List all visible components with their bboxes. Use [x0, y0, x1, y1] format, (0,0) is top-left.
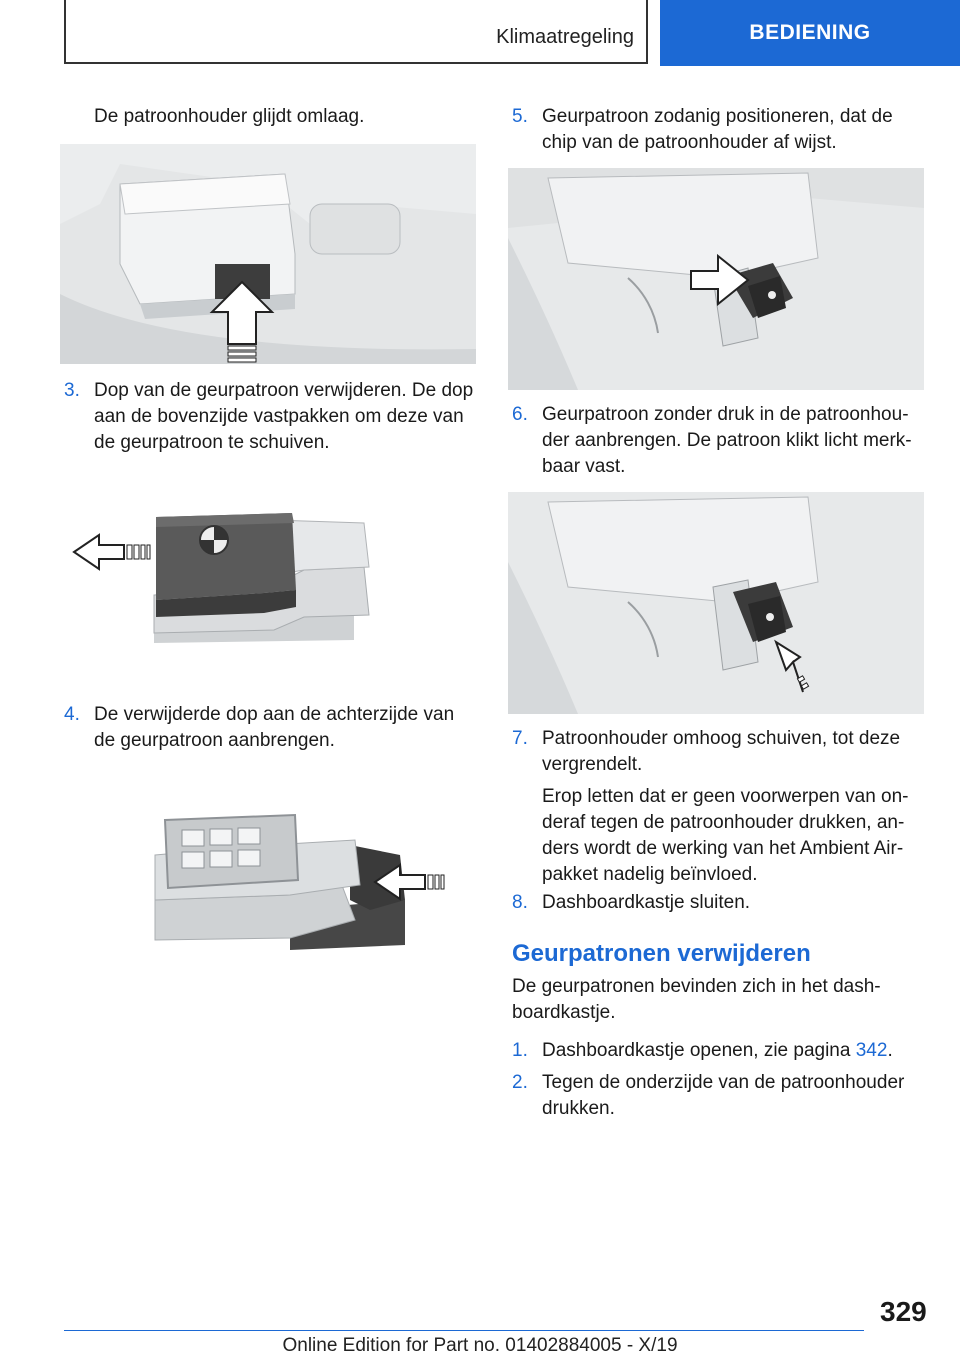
step-7-note: Erop letten dat er geen voorwerpen van on-deraf tegen de patroonhouder drukken, an-ders wordt de werking van het Ambient Air-pakket nadelig beïnvloed. — [542, 786, 909, 885]
step-number: 7. — [512, 728, 528, 749]
step-text: Dop van de geurpatroon verwijderen. De dop aan de bovenzijde vastpakken om deze van de geurpatroon te schuiven. — [94, 380, 474, 453]
removal-step-1 — [512, 1038, 932, 1068]
illustration-position-cartridge — [508, 168, 924, 390]
step-3 — [64, 378, 484, 468]
step-5 — [512, 104, 932, 160]
step-text — [542, 1038, 927, 1064]
step-text: De verwijderde dop aan de achterzijde van de geurpatroon aanbrengen. — [94, 704, 455, 751]
step-6 — [512, 402, 932, 486]
illustration-attach-cap — [140, 800, 460, 960]
step-text-after: . — [887, 1040, 893, 1061]
section-intro: De geurpatronen bevinden zich in het dash-boardkastje. — [512, 976, 881, 1023]
page-number: 329 — [880, 1296, 927, 1327]
section-title: Geurpatronen verwijderen — [512, 940, 811, 967]
step-text-before: Dashboardkastje openen, zie pagina — [542, 1040, 856, 1061]
step-8 — [512, 890, 932, 920]
footer-edition: Online Edition for Part no. 01402884005 - X/19 — [282, 1335, 678, 1356]
step-number: 5. — [512, 106, 528, 127]
step-text: Tegen de onderzijde van de patroonhouder drukken. — [542, 1072, 905, 1119]
step-number: 1. — [512, 1040, 528, 1061]
step-number: 8. — [512, 892, 528, 913]
header-section-title: Klimaatregeling — [496, 26, 634, 48]
step-text: Geurpatroon zonder druk in de patroonhou-der aanbrengen. De patroon klikt licht merk-baar vast. — [542, 404, 912, 477]
step-text: Geurpatroon zodanig positioneren, dat de chip van de patroonhouder af wijst. — [542, 106, 893, 153]
illustration-remove-cap — [64, 495, 384, 655]
step-number: 2. — [512, 1072, 528, 1093]
step-number: 3. — [64, 380, 80, 401]
illustration-holder-lowered — [60, 144, 476, 364]
page-link[interactable]: 342 — [855, 1040, 888, 1061]
step-number: 4. — [64, 704, 80, 725]
footer-divider — [64, 1330, 864, 1331]
step-7 — [512, 726, 932, 782]
intro-text: De patroonhouder glijdt omlaag. — [94, 106, 365, 127]
removal-step-2 — [512, 1070, 932, 1126]
header-chapter-tab[interactable]: BEDIENING — [660, 0, 960, 66]
illustration-insert-cartridge — [508, 492, 924, 714]
step-text: Dashboardkastje sluiten. — [542, 892, 751, 913]
step-4 — [64, 702, 484, 762]
step-text: Patroonhouder omhoog schuiven, tot deze vergrendelt. — [542, 728, 901, 775]
step-number: 6. — [512, 404, 528, 425]
